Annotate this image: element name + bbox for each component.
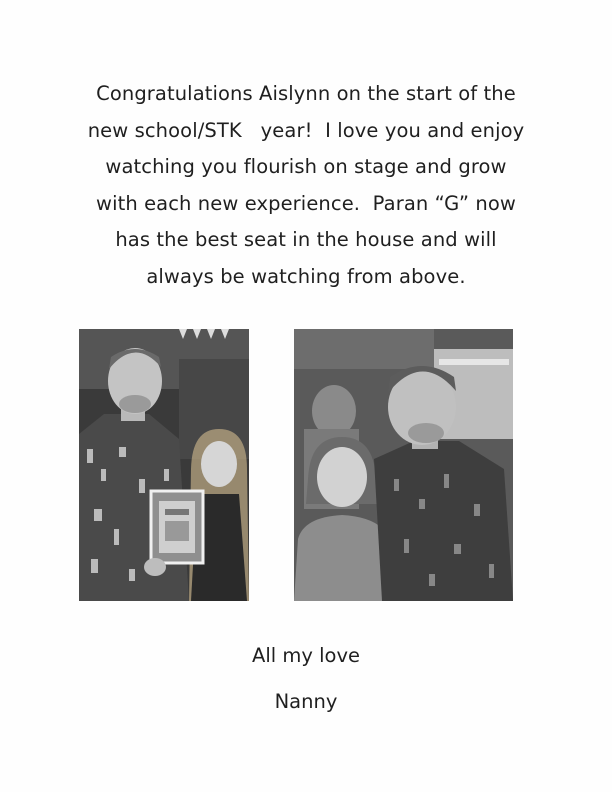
message-line: has the best seat in the house and will — [115, 228, 497, 252]
message-line: new school/STK year! I love you and enjoy — [87, 118, 525, 142]
photo-1-illustration — [79, 329, 249, 601]
photo-man-and-girl-posing — [294, 329, 513, 601]
message-line: with each new experience. Paran “G” now — [96, 191, 516, 215]
message-line: always be watching from above. — [146, 264, 466, 288]
closing-line: All my love — [252, 644, 360, 667]
congratulations-message — [40, 76, 572, 296]
signature: Nanny — [274, 690, 338, 713]
message-line: watching you flourish on stage and grow — [105, 155, 507, 179]
photo-2-illustration — [294, 329, 513, 601]
photo-man-and-girl-with-award — [79, 329, 249, 601]
message-line: Congratulations Aislynn on the start of the — [96, 82, 516, 105]
